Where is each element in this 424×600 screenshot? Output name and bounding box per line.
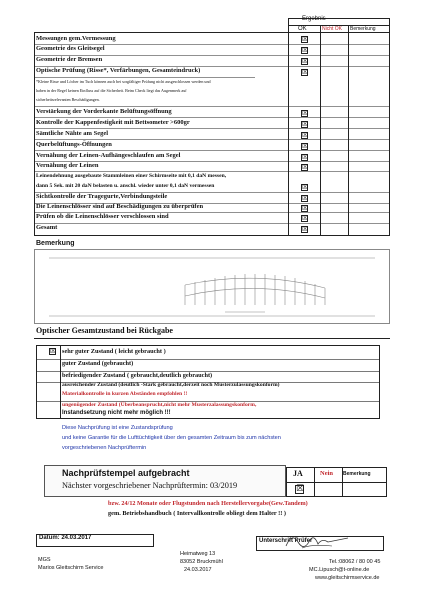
row-leinendehnung-2: dann 5 Sek. mit 20 daN belasten u. anschl. wieder unter 0,1 daN vermessen: [36, 183, 215, 189]
ok-checkbox-verstaerkung[interactable]: ☒: [302, 109, 309, 117]
zustand-befriedigend: befriedigender Zustand ( gebraucht,deutlich gebraucht): [62, 372, 213, 379]
ergebnis-header: Ergebnis: [302, 16, 326, 22]
signature: [282, 530, 352, 552]
zustand-ungenuegend-2: Instandsetzung nicht mehr möglich !!!: [62, 410, 171, 416]
ja-checkbox[interactable]: ☒: [296, 484, 305, 494]
row-geometrie-bremsen: Geometrie der Bremsen: [36, 56, 103, 63]
ok-checkbox-naehte[interactable]: ☒: [302, 131, 309, 139]
row-kappenfestigkeit: Kontrolle der Kappenfestigkeit mit Bettsometer >600gr: [36, 119, 190, 126]
ja-label: JA: [293, 469, 303, 478]
row-leinendehnung-1: Leinendehnung ausgebaute Stammleinen einer Schirmseite mit 0,1 daN messen,: [36, 173, 227, 179]
stempel-handbuch: gem. Betriebshandbuch ( Intervallkontrolle obliegt dem Halter !! ): [108, 510, 286, 517]
footer-addr-2: 83052 Bruckmühl: [180, 559, 223, 565]
zustand-ausreichend-2: Materialkontrolle in kurzen Abständen empfohlen !!: [62, 391, 188, 397]
zustand-sehr-gut: sehr guter Zustand ( leicht gebraucht ): [62, 348, 166, 355]
bemerkung-header: Bemerkung: [350, 26, 376, 32]
footer-addr-3: 24.03.2017: [184, 567, 212, 573]
footer-contact-3: www.gleitschirmservice.de: [315, 575, 380, 581]
row-leinenschloesser: Die Leinenschlösser sind auf Beschädigungen zu überprüfen: [36, 203, 204, 210]
footer-contact-1: Tel.:08062 / 80 00 45: [329, 559, 381, 565]
stempel-bemerkung-label: Bemerkung: [343, 471, 371, 477]
row-aufhaengeschlaufen: Vernähung der Leinen-Aufhängeschlaufen am Segel: [36, 152, 181, 159]
ok-checkbox-vernaehung-leinen[interactable]: ☒: [302, 163, 309, 171]
zustand-ausreichend-1: ausreichender Zustand (deutlich -Stark gebraucht,derzeit noch Musterzulassungskonform): [62, 382, 280, 388]
row-naehte: Sämtliche Nähte am Segel: [36, 130, 109, 137]
ok-checkbox-leinendehnung[interactable]: ☒: [302, 183, 309, 191]
note-line-3: sicherheitsrelevanten Beschädigungen.: [36, 97, 100, 102]
disclaimer-line-2: und keine Garantie für die Lufttüchtigkeit über den gesamten Zeitraum bis zum nächsten: [62, 435, 281, 441]
ok-checkbox-aufhaengeschlaufen[interactable]: ☒: [302, 153, 309, 161]
row-vernaehung-leinen: Vernähung der Leinen: [36, 162, 99, 169]
ok-checkbox-verschlossen[interactable]: ☒: [302, 214, 309, 222]
stempel-next: Nächster vorgeschriebener Nachprüftermin: 03/2019: [62, 481, 238, 490]
ok-checkbox-geometrie-bremsen[interactable]: ☒: [302, 57, 309, 65]
ok-checkbox-messungen[interactable]: ☒: [302, 35, 309, 43]
row-gesamt: Gesamt: [36, 224, 58, 231]
row-verschlossen: Prüfen ob die Leinenschlösser verschlossen sind: [36, 213, 169, 220]
disclaimer-line-1: Diese Nachprüfung ist eine Zustandsprüfung: [62, 425, 173, 431]
ok-checkbox-leinenschloesser[interactable]: ☒: [302, 204, 309, 212]
row-optische-pruefung: Optische Prüfung (Risse*, Verfärbungen, Gesamteindruck): [36, 67, 201, 74]
ok-checkbox-tragegurte[interactable]: ☒: [302, 194, 309, 202]
stempel-title: Nachprüfstempel aufgebracht: [62, 468, 190, 478]
row-geometrie-gleitsegel: Geometrie des Gleitsegel: [36, 45, 105, 52]
ok-checkbox-gesamt[interactable]: ☒: [302, 225, 309, 233]
ok-checkbox-optische-pruefung[interactable]: ☒: [302, 68, 309, 76]
bemerkung-box: [34, 249, 390, 324]
nein-label: Nein: [320, 470, 333, 477]
stempel-flugstunden: bzw. 24/12 Monate oder Flugstunden nach Herstellervorgabe(Gew.Tandem): [108, 500, 308, 507]
disclaimer-line-3: vorgeschriebenen Nachprüftermin: [62, 445, 147, 451]
footer-company-2: Marios Gleitschirm Service: [38, 565, 104, 571]
footer-addr-1: Heimatweg 13: [180, 551, 216, 557]
ok-checkbox-geometrie-gleitsegel[interactable]: ☒: [302, 46, 309, 54]
row-querbelueftung: Querbelüftungs-Öffnungen: [36, 141, 112, 148]
ok-checkbox-kappenfestigkeit[interactable]: ☒: [302, 120, 309, 128]
note-line-2: haben in der Regel keinen Einfluss auf die Sicherheit. Beim Check liegt das Augenmerk auf: [36, 88, 187, 93]
zustand-checkbox-sehr-gut[interactable]: ☒: [50, 347, 57, 355]
canopy-sketch: [35, 250, 389, 323]
footer-contact-2: MC.Lipusch@t-online.de: [309, 567, 370, 573]
nicht-ok-header: Nicht OK: [322, 26, 343, 32]
optischer-title: Optischer Gesamtzustand bei Rückgabe: [36, 326, 173, 335]
note-line-1: *Kleine Risse und Löcher im Tuch können auch bei sorgfältiger Prüfung nicht ausgeschlossen werden und: [36, 79, 211, 84]
ok-checkbox-querbelueftung[interactable]: ☒: [302, 142, 309, 150]
footer-company-1: MGS: [38, 557, 51, 563]
row-messungen: Messungen gem.Vermessung: [36, 35, 116, 42]
bemerkung-title: Bemerkung: [36, 240, 75, 247]
datum: Datum: 24.03.2017: [39, 535, 92, 541]
row-tragegurte: Sichtkontrolle der Tragegurte,Verbindungsteile: [36, 193, 168, 200]
zustand-ungenuegend-1: ungenügender Zustand (Überbeansprucht,nicht mehr Musterzalassungskonform,: [62, 402, 257, 408]
row-verstaerkung: Verstärkung der Vorderkante Belüftungsöffnung: [36, 108, 172, 115]
zustand-gut: guter Zustand (gebraucht): [62, 360, 134, 367]
ok-header: OK: [298, 26, 307, 32]
unterschrift-label: Unterschrift Prüfer: [259, 538, 313, 544]
